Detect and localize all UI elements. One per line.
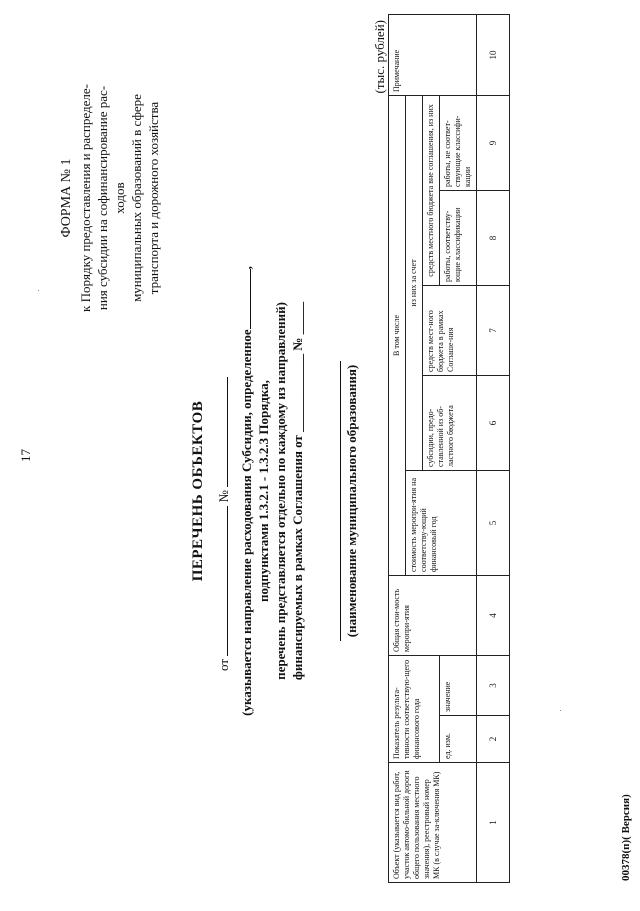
- reference-line: [215, 251, 232, 671]
- version-footer: 00378(п)( Версия): [620, 794, 632, 881]
- form-header: [58, 48, 162, 348]
- header-indicator: Показатель результа-тивности соответствую-щего финансового года: [389, 655, 440, 762]
- header-local-budget-outside: средств местного бюджета вне соглашения, из них: [423, 95, 440, 285]
- from-label: от: [216, 658, 231, 671]
- units-label: (тыс. рублей): [372, 20, 387, 94]
- column-number: 7: [477, 285, 510, 375]
- column-number: 2: [477, 716, 510, 763]
- scan-speck: [560, 710, 561, 711]
- direction-blank: [238, 269, 251, 329]
- form-header-line: ходов: [112, 182, 127, 214]
- header-subsidy-regional: субсидии, предо-ставленной из об-ластного бюджета: [423, 375, 477, 470]
- header-total-cost: Общая стои-мость меропри-ятия: [389, 575, 477, 655]
- form-header-line: транспорта и дорожного хозяйства: [146, 101, 161, 295]
- column-number: 6: [477, 375, 510, 470]
- scan-speck: [38, 290, 39, 291]
- document-title: ПЕРЕЧЕНЬ ОБЪЕКТОВ: [190, 400, 206, 582]
- page-number: 17: [18, 449, 33, 462]
- municipality-caption: (наименование муниципального образования): [344, 364, 359, 638]
- header-object: Объект (указывается вид работ, участок автомо-бильной дороги общего пользования местного значения), реестровый номер МК (в случае за-ключения МК): [389, 763, 477, 883]
- header-works-match: работы, соответству-ющие классификации: [440, 190, 477, 285]
- column-number: 10: [477, 14, 510, 95]
- header-note: Примечание: [389, 14, 477, 95]
- column-number: 3: [477, 655, 510, 715]
- number-label: №: [216, 490, 231, 503]
- header-of-which: из них за счет: [406, 95, 423, 470]
- form-title: ФОРМА № 1: [59, 158, 74, 238]
- direction-line: финансируемых в рамках Соглашения от ____________ № _____: [290, 301, 305, 681]
- number-blank: [215, 377, 228, 487]
- column-number: 9: [477, 95, 510, 190]
- direction-line: подпунктами 1.3.2.1 - 1.3.2.3 Порядка,: [256, 380, 271, 602]
- form-header-line: муниципальных образований в сфере: [129, 94, 144, 302]
- header-in-that-number: В том числе: [389, 95, 406, 575]
- direction-comma: ,: [239, 266, 254, 270]
- column-number: 5: [477, 470, 510, 575]
- direction-line-text: (указывается направление расходования Субсидии, определенное: [239, 329, 254, 716]
- column-number-row: [477, 14, 510, 882]
- date-blank: [215, 506, 228, 656]
- header-local-budget-agreement: средств мест-ного бюджета в рамках Соглаше-ния: [423, 285, 477, 375]
- objects-table: [388, 14, 510, 883]
- form-header-line: ния субсидии на софинансирование рас-: [95, 85, 110, 311]
- header-indicator-unit: ед. изм.: [440, 716, 477, 763]
- direction-line: перечень представляется отдельно по каждому из направлений): [273, 302, 288, 680]
- column-number: 4: [477, 575, 510, 655]
- header-cost-current-year: стоимость меропри-ятия на соответству-ющий финансовый год: [406, 470, 477, 575]
- column-number: 8: [477, 190, 510, 285]
- municipality-line: [340, 361, 341, 641]
- direction-line: [238, 181, 255, 801]
- header-works-not-match: работы, не соответ-ствующие классифи-кации: [440, 95, 477, 190]
- form-header-line: к Порядку предоставления и распределе-: [78, 84, 93, 312]
- direction-block: [238, 181, 306, 801]
- column-number: 1: [477, 763, 510, 883]
- header-indicator-value: значение: [440, 655, 477, 715]
